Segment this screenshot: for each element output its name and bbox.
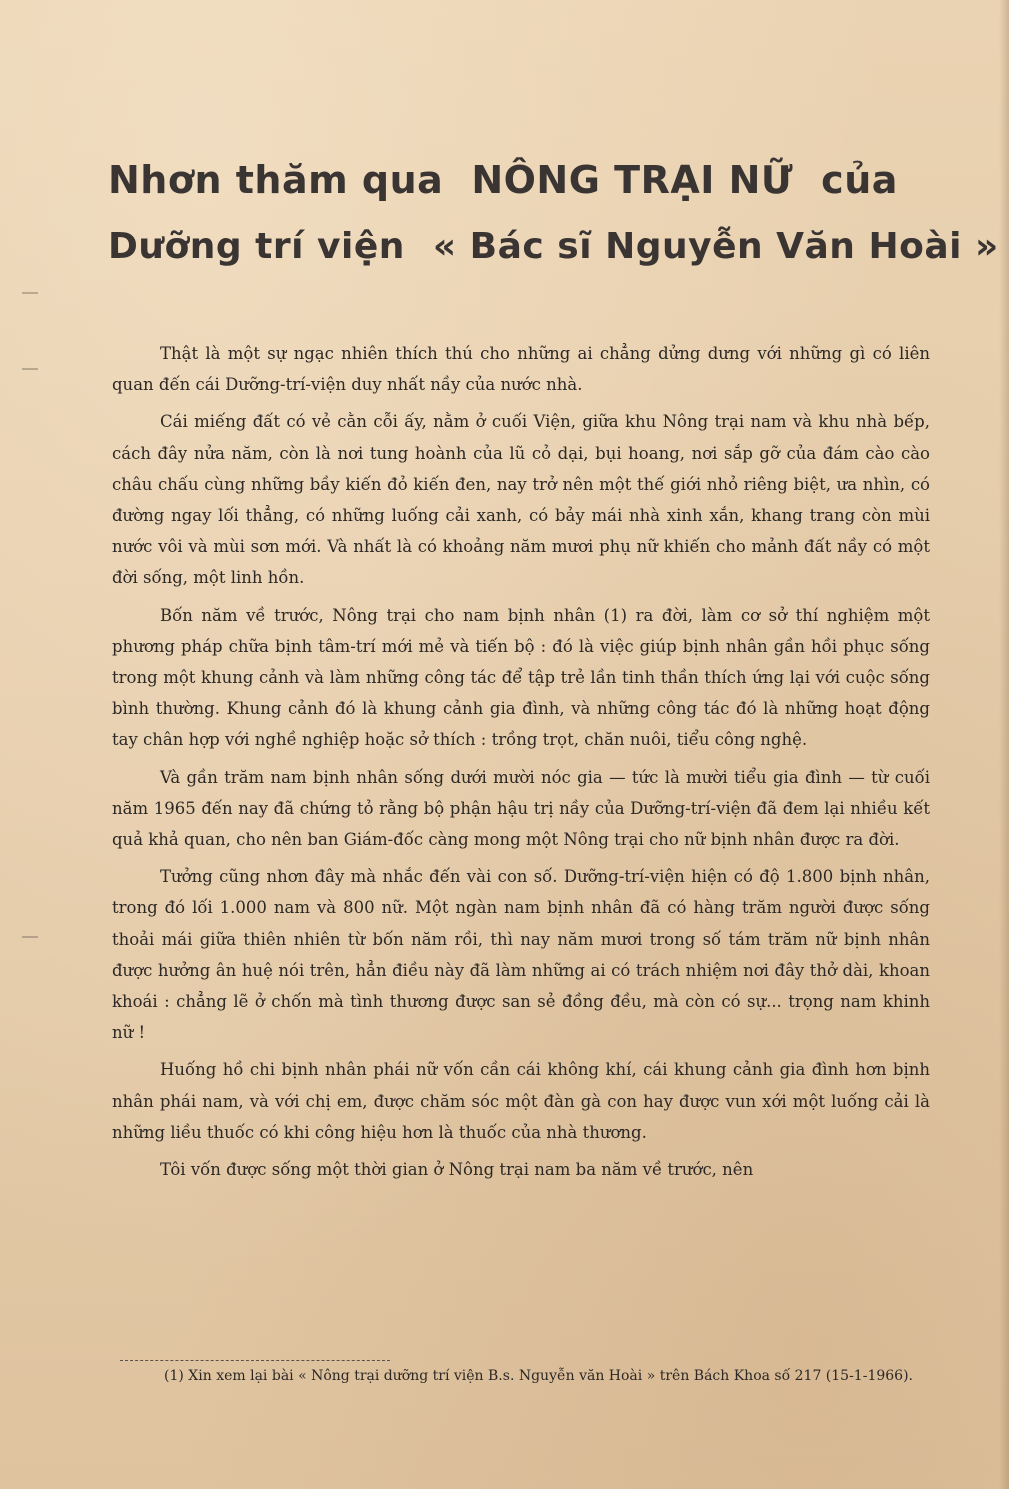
- article-title-line-1: [108, 158, 928, 202]
- paragraph: Huống hồ chi bịnh nhân phái nữ vốn cần cái không khí, cái khung cảnh gia đình hơn bịnh nhân phái nam, và với chị em, được chăm sóc một đàn gà con hay được vun xới một luống cải là những liều thuốc có khi công hiệu hơn là thuốc của nhà thương.: [112, 1060, 930, 1142]
- title-text: Dưỡng trí viện: [108, 226, 405, 267]
- article-body: [112, 338, 930, 1191]
- title-text: của: [821, 158, 898, 202]
- paragraph: Tôi vốn được sống một thời gian ở Nông trại nam ba năm về trước, nên: [160, 1160, 754, 1180]
- article-title-line-2: [108, 226, 999, 267]
- paragraph: Và gần trăm nam bịnh nhân sống dưới mười nóc gia — tức là mười tiểu gia đình — từ cuối năm 1965 đến nay đã chứng tỏ rằng bộ phận hậu trị nầy của Dưỡng-trí-viện đã đem lại nhiều kết quả khả quan, cho nên ban Giám-đốc càng mong một Nông trại cho nữ bịnh nhân được ra đời.: [112, 767, 930, 850]
- margin-mark: [22, 368, 38, 370]
- paragraph: Bốn năm về trước, Nông trại cho nam bịnh nhân (1) ra đời, làm cơ sở thí nghiệm một phương pháp chữa bịnh tâm-trí mới mẻ và tiến bộ : đó là việc giúp bịnh nhân gần hồi phục sống trong một khung cảnh và làm những công tác để tập trẻ lần tinh thần thích ứng lại với cuộc sống bình thường. Khung cảnh đó là khung cảnh gia đình, và những công tác đó là những hoạt động tay chân hợp với nghề nghiệp hoặc sở thích : trồng trọt, chăn nuôi, tiểu công nghệ.: [112, 605, 930, 750]
- title-text: Nhơn thăm qua: [108, 158, 444, 202]
- footnote-divider: [120, 1360, 390, 1361]
- paragraph: Cái miếng đất có vẻ cằn cỗi ấy, nằm ở cuối Viện, giữa khu Nông trại nam và khu nhà bếp, cách đây nửa năm, còn là nơi tung hoành của lũ cỏ dại, bụi hoang, nơi sắp gỡ của đám cào cào châu chấu cùng những bầy kiến đỏ kiến đen, nay trở nên một thế giới nhỏ riêng biệt, ưa nhìn, có đường ngay lối thẳng, có những luống cải xanh, có bảy mái nhà xinh xắn, khang trang còn mùi nước vôi và mùi sơn mới. Và nhất là có khoảng năm mươi phụ nữ khiến cho mảnh đất nầy có một đời sống, một linh hồn.: [112, 412, 930, 588]
- paragraph: Thật là một sự ngạc nhiên thích thú cho những ai chẳng dửng dưng với những gì có liên quan đến cái Dưỡng-trí-viện duy nhất nầy của nước nhà.: [112, 344, 930, 395]
- page-edge-shadow: [999, 0, 1009, 1489]
- title-emphasis: « Bác sĩ Nguyễn Văn Hoài »: [432, 226, 999, 267]
- footnote: (1) Xin xem lại bài « Nông trại dưỡng trí viện B.s. Nguyễn văn Hoài » trên Bách Khoa số 217 (15-1-1966).: [164, 1368, 913, 1384]
- margin-mark: [22, 936, 38, 938]
- margin-mark: [22, 292, 38, 294]
- title-emphasis: NÔNG TRẠI NỮ: [471, 158, 794, 202]
- paragraph: Tưởng cũng nhơn đây mà nhắc đến vài con số. Dưỡng-trí-viện hiện có độ 1.800 bịnh nhân, trong đó lối 1.000 nam và 800 nữ. Một ngàn nam bịnh nhân đã có hàng trăm người được sống thoải mái giữa thiên nhiên từ bốn năm rồi, thì nay năm mươi trong số tám trăm nữ bịnh nhân được hưởng ân huệ nói trên, hẳn điều này đã làm những ai có trách nhiệm nơi đây thở dài, khoan khoái : chẳng lẽ ở chốn mà tình thương được san sẻ đồng đều, mà còn có sự... trọng nam khinh nữ !: [112, 867, 930, 1043]
